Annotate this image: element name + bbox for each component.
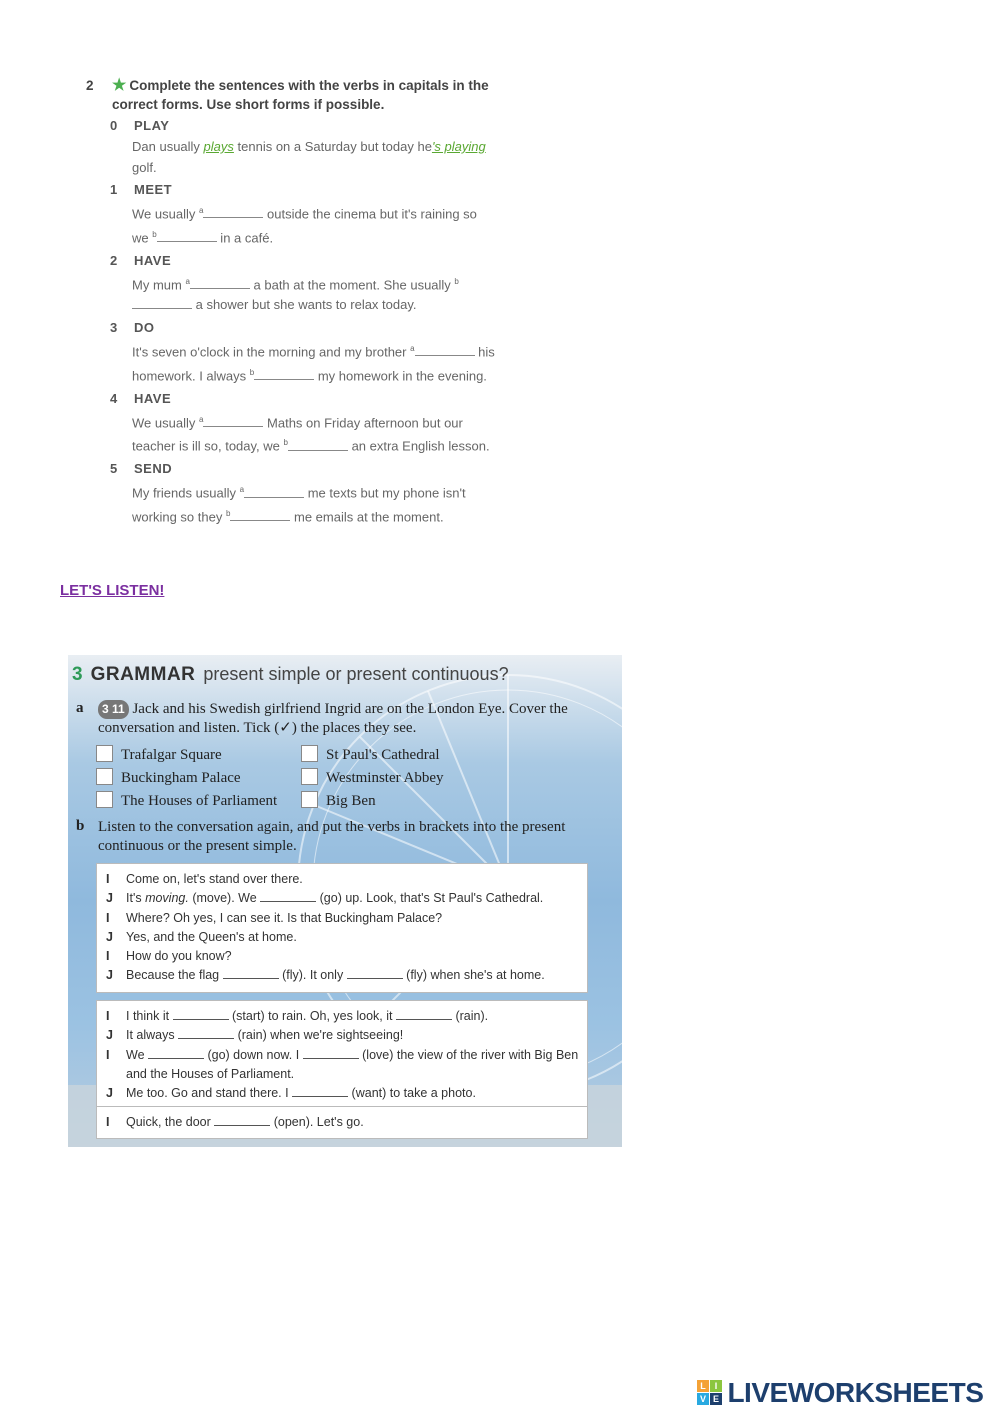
dialogue-line <box>105 1084 579 1103</box>
section-a-instruction <box>98 700 596 738</box>
item-number: 1 <box>110 182 118 197</box>
place-label: Buckingham Palace <box>121 770 241 786</box>
gap-label: a <box>185 276 190 286</box>
dialogue-line <box>105 1113 579 1132</box>
dialogue-line <box>105 947 579 966</box>
sentence-text: a bath at the moment. She usually <box>249 276 455 292</box>
answer-blank[interactable] <box>244 485 304 498</box>
item-sentence <box>132 137 496 178</box>
instruction-text: Jack and his Swedish girlfriend Ingrid are on the London Eye. Cover the conversation and listen. Tick ( <box>98 701 568 736</box>
item-verb: PLAY <box>134 118 170 133</box>
dialogue-line <box>105 1026 579 1045</box>
sentence-text: My mum <box>132 276 186 292</box>
checkbox[interactable] <box>96 768 113 785</box>
example-answer: 's playing <box>431 139 486 154</box>
grammar-exercise <box>68 655 622 1147</box>
item-sentence <box>132 201 496 249</box>
example-answer: plays <box>203 139 234 154</box>
answer-blank[interactable] <box>292 1084 348 1097</box>
place-option[interactable] <box>96 745 222 764</box>
dialogue-text: (move). We <box>188 891 261 906</box>
answer-blank[interactable] <box>178 1026 234 1039</box>
dialogue-box-1 <box>96 863 588 993</box>
answer-blank[interactable] <box>173 1007 229 1020</box>
answer-blank[interactable] <box>415 343 475 356</box>
dialogue-text: (want) to take a photo. <box>348 1086 476 1101</box>
gap-label: a <box>410 343 415 353</box>
liveworksheets-logo <box>697 1377 983 1409</box>
gap-label: b <box>249 367 255 377</box>
place-option[interactable] <box>301 745 440 764</box>
exercise-2-instruction <box>86 76 496 114</box>
item-number: 0 <box>110 118 118 133</box>
dialogue-text: It always <box>126 1028 179 1043</box>
answer-blank[interactable] <box>157 229 217 242</box>
answer-blank[interactable] <box>203 414 263 427</box>
gap-label: b <box>225 509 231 519</box>
dialogue-line <box>105 966 579 985</box>
item-verb: MEET <box>134 182 173 197</box>
grammar-number: 3 <box>72 664 83 685</box>
exercise-number: 2 <box>86 78 94 93</box>
sentence-text: tennis on a Saturday but today he <box>233 139 432 154</box>
logo-grid-icon <box>697 1380 723 1406</box>
dialogue-text: (go) down now. I <box>204 1047 303 1062</box>
answer-blank[interactable] <box>132 296 192 309</box>
speaker-initial: I <box>106 1115 110 1129</box>
speaker-initial: J <box>106 968 113 983</box>
sentence-text: golf. <box>132 159 157 175</box>
section-b-instruction: Listen to the conversation again, and put the verbs in brackets into the present continuous or the present simple. <box>98 819 566 854</box>
sentence-text: my homework in the evening. <box>314 368 487 384</box>
dialogue-text: Yes, and the Queen's at home. <box>126 929 297 944</box>
logo-cell: E <box>710 1393 722 1405</box>
gap-label: b <box>283 438 288 448</box>
exercise-2 <box>86 76 496 528</box>
dialogue-text: Where? Oh yes, I can see it. Is that Buckingham Palace? <box>126 910 443 925</box>
dialogue-text: (go) up. Look, that's St Paul's Cathedral. <box>316 891 544 906</box>
star-icon: ★ <box>112 77 127 94</box>
section-letter: a <box>76 700 84 716</box>
gap-label: a <box>239 485 245 495</box>
answer-blank[interactable] <box>223 966 279 979</box>
gap-label: b <box>454 276 459 286</box>
logo-cell: V <box>697 1393 709 1405</box>
checkbox[interactable] <box>301 768 318 785</box>
answer-blank[interactable] <box>190 276 250 289</box>
answer-blank[interactable] <box>230 508 290 521</box>
item-verb: DO <box>134 319 155 335</box>
item-sentence <box>132 480 496 528</box>
speaker-initial: J <box>106 891 113 906</box>
example-answer: moving. <box>145 891 189 906</box>
speaker-initial: I <box>106 1047 110 1062</box>
place-option[interactable] <box>301 791 376 810</box>
answer-blank[interactable] <box>203 205 263 218</box>
sentence-text: My friends usually <box>132 485 240 501</box>
place-option[interactable] <box>96 768 241 787</box>
sentence-text: Maths on Friday afternoon but our teacher is ill so, today, we <box>132 414 463 454</box>
dialogue-line <box>105 1007 579 1026</box>
lets-listen-heading: LET'S LISTEN! <box>60 582 165 599</box>
dialogue-text: (rain) when we're sightseeing! <box>234 1028 404 1043</box>
dialogue-text: I think it <box>126 1009 173 1023</box>
audio-track-icon[interactable]: 3 11 <box>98 700 129 719</box>
instruction-text: ) the places they see. <box>291 720 417 736</box>
gap-label: a <box>198 206 204 215</box>
checkbox[interactable] <box>301 791 318 808</box>
speaker-initial: I <box>106 949 110 964</box>
dialogue-text: (start) to rain. Oh, yes look, it <box>228 1009 396 1023</box>
grammar-subtitle: present simple or present continuous? <box>203 664 509 684</box>
dialogue-line <box>105 928 579 947</box>
dialogue-text: Me too. Go and stand there. I <box>126 1086 293 1101</box>
dialogue-text: (rain). <box>451 1009 489 1023</box>
place-option[interactable] <box>96 791 277 810</box>
dialogue-text: (fly) when she's at home. <box>402 968 545 983</box>
answer-blank[interactable] <box>254 367 314 380</box>
exercise-item <box>86 118 496 178</box>
sentence-text: outside the cinema but it's raining so we <box>132 206 477 246</box>
answer-blank[interactable] <box>148 1046 204 1059</box>
sentence-text: in a café. <box>216 230 274 246</box>
exercise-item <box>86 461 496 528</box>
item-verb: HAVE <box>134 390 172 406</box>
dialogue-box-3 <box>96 1106 588 1139</box>
sentence-text: We usually <box>132 206 199 222</box>
dialogue-line <box>105 1046 579 1085</box>
sentence-text: Dan usually <box>132 139 204 154</box>
speaker-initial: J <box>106 929 113 944</box>
exercise-item <box>86 253 496 316</box>
answer-blank[interactable] <box>288 438 348 451</box>
sentence-text: an extra English lesson. <box>347 438 490 454</box>
grammar-title <box>72 664 509 686</box>
checkbox[interactable] <box>96 745 113 762</box>
speaker-initial: I <box>106 1009 110 1023</box>
dialogue-text: We <box>126 1047 148 1062</box>
speaker-initial: J <box>106 1086 113 1101</box>
sentence-text: me texts but my phone isn't working so they <box>132 485 466 525</box>
section-a <box>76 700 596 738</box>
exercise-item <box>86 320 496 387</box>
section-b <box>76 818 576 856</box>
speaker-initial: J <box>106 1028 113 1043</box>
item-number: 2 <box>110 252 118 268</box>
section-letter: b <box>76 818 85 834</box>
answer-blank[interactable] <box>396 1007 452 1020</box>
instruction-text: Complete the sentences with the verbs in capitals in the correct forms. Use short forms if possible. <box>112 78 489 112</box>
dialogue-line <box>105 889 579 908</box>
logo-cell: I <box>710 1380 722 1392</box>
answer-blank[interactable] <box>214 1113 270 1126</box>
place-label: St Paul's Cathedral <box>326 747 440 763</box>
item-sentence <box>132 272 496 316</box>
dialogue-line <box>105 909 579 928</box>
dialogue-text: It's <box>126 891 146 906</box>
dialogue-box-2 <box>96 1000 588 1110</box>
item-sentence <box>132 339 496 387</box>
checkbox[interactable] <box>301 745 318 762</box>
place-label: Trafalgar Square <box>121 747 222 763</box>
item-number: 3 <box>110 319 118 335</box>
item-verb: SEND <box>134 461 173 477</box>
grammar-word: GRAMMAR <box>90 664 196 685</box>
speaker-initial: I <box>106 872 110 886</box>
logo-cell: L <box>697 1380 709 1392</box>
dialogue-text: Come on, let's stand over there. <box>126 872 303 886</box>
checkbox[interactable] <box>96 791 113 808</box>
tick-icon: ✓ <box>279 720 292 736</box>
gap-label: a <box>198 414 204 424</box>
gap-label: b <box>152 229 157 239</box>
exercise-item <box>86 182 496 249</box>
logo-text: LIVEWORKSHEETS <box>727 1377 984 1408</box>
sentence-text: We usually <box>132 414 199 430</box>
place-label: Big Ben <box>326 793 376 809</box>
answer-blank[interactable] <box>303 1046 359 1059</box>
sentence-text: It's seven o'clock in the morning and my brother <box>132 344 411 360</box>
speaker-initial: I <box>106 910 110 925</box>
place-label: Westminster Abbey <box>326 770 444 786</box>
item-number: 4 <box>110 390 118 406</box>
dialogue-line <box>105 870 579 889</box>
sentence-text: his homework. I always <box>132 344 495 384</box>
item-sentence <box>132 410 496 458</box>
dialogue-text: (fly). It only <box>278 968 347 983</box>
sentence-text: me emails at the moment. <box>290 509 444 525</box>
answer-blank[interactable] <box>347 966 403 979</box>
dialogue-text: Because the flag <box>126 968 223 983</box>
sentence-text: a shower but she wants to relax today. <box>192 297 417 313</box>
place-label: The Houses of Parliament <box>121 793 278 809</box>
item-verb: HAVE <box>134 252 172 268</box>
dialogue-text: (love) the view of the river with Big Ben and the Houses of Parliament. <box>126 1047 579 1081</box>
dialogue-text: Quick, the door <box>126 1115 215 1129</box>
answer-blank[interactable] <box>260 889 316 902</box>
item-number: 5 <box>110 461 118 477</box>
dialogue-text: How do you know? <box>126 949 232 964</box>
exercise-item <box>86 391 496 458</box>
dialogue-text: (open). Let's go. <box>270 1115 364 1129</box>
place-option[interactable] <box>301 768 444 787</box>
